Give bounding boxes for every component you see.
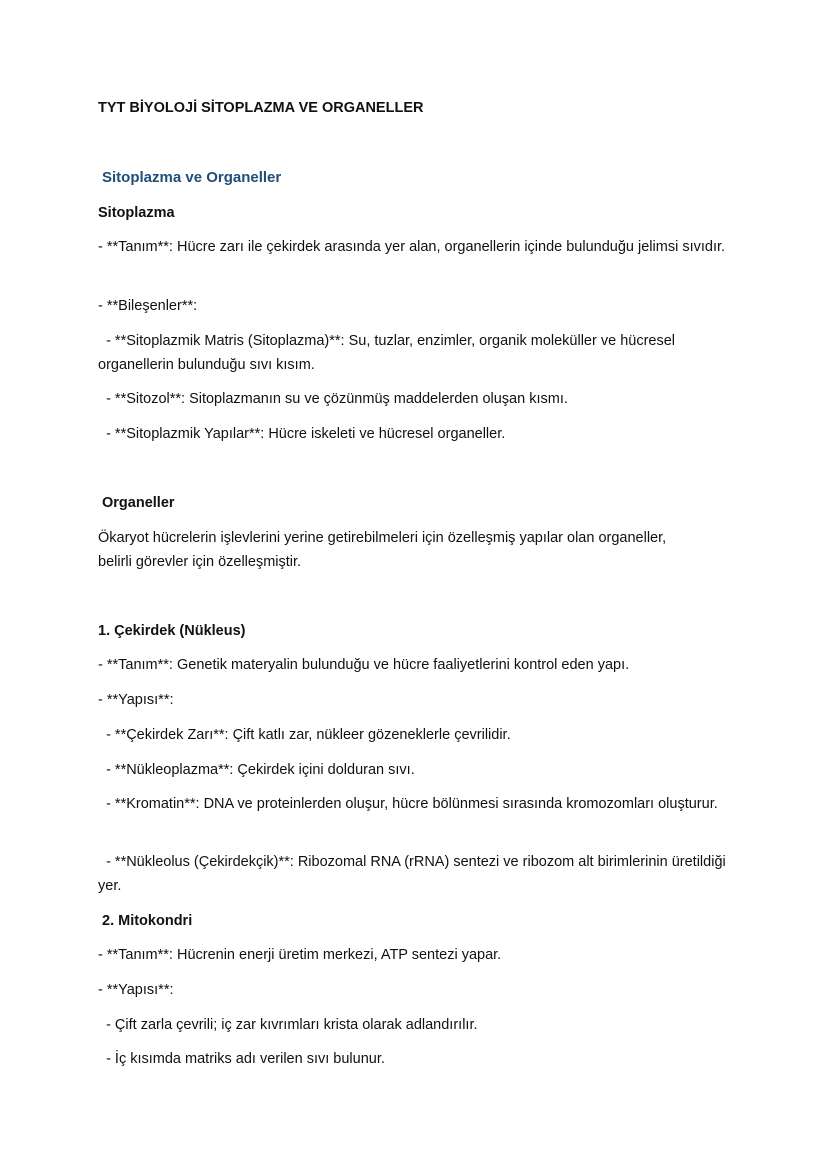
mitokondri-heading: 2. Mitokondri bbox=[102, 913, 193, 929]
mitokondri-zar: - Çift zarla çevrili; iç zar kıvrımları krista olarak adlandırılır. bbox=[98, 1017, 478, 1033]
section-heading: Sitoplazma ve Organeller bbox=[102, 169, 282, 186]
sitoplazma-heading: Sitoplazma bbox=[98, 205, 175, 221]
cekirdek-kromatin: - **Kromatin**: DNA ve proteinlerden oluşur, hücre bölünmesi sırasında kromozomları oluşturur. bbox=[98, 796, 718, 812]
mitokondri-yapisi: - **Yapısı**: bbox=[98, 982, 174, 998]
cekirdek-tanim: - **Tanım**: Genetik materyalin bulunduğu ve hücre faaliyetlerini kontrol eden yapı. bbox=[98, 657, 630, 673]
cekirdek-yapisi: - **Yapısı**: bbox=[98, 692, 174, 708]
sitoplazma-matris: - **Sitoplazmik Matris (Sitoplazma)**: Su, tuzlar, enzimler, organik moleküller ve hücresel organellerin bulunduğu sıvı kısım. bbox=[98, 333, 680, 373]
cekirdek-nukleoplazma: - **Nükleoplazma**: Çekirdek içini dolduran sıvı. bbox=[98, 762, 415, 778]
mitokondri-tanim: - **Tanım**: Hücrenin enerji üretim merkezi, ATP sentezi yapar. bbox=[98, 947, 502, 963]
cekirdek-heading: 1. Çekirdek (Nükleus) bbox=[98, 623, 246, 639]
organeller-heading: Organeller bbox=[102, 495, 175, 511]
sitoplazma-yapilar: - **Sitoplazmik Yapılar**: Hücre iskeleti ve hücresel organeller. bbox=[98, 426, 506, 442]
mitokondri-matriks: - İç kısımda matriks adı verilen sıvı bulunur. bbox=[98, 1051, 385, 1067]
document-title: TYT BİYOLOJİ SİTOPLAZMA VE ORGANELLER bbox=[98, 100, 424, 116]
cekirdek-zar: - **Çekirdek Zarı**: Çift katlı zar, nükleer gözeneklerle çevrilidir. bbox=[98, 727, 511, 743]
cekirdek-nukleolus: - **Nükleolus (Çekirdekçik)**: Ribozomal RNA (rRNA) sentezi ve ribozom alt birimlerinin üretildiği yer. bbox=[98, 854, 730, 894]
sitoplazma-bilesenler: - **Bileşenler**: bbox=[98, 298, 198, 314]
sitoplazma-sitozol: - **Sitozol**: Sitoplazmanın su ve çözünmüş maddelerden oluşan kısmı. bbox=[98, 391, 568, 407]
organeller-intro: Ökaryot hücrelerin işlevlerini yerine getirebilmeleri için özelleşmiş yapılar olan organeller, belirli görevler için özelleşmiştir. bbox=[98, 530, 667, 570]
sitoplazma-tanim: - **Tanım**: Hücre zarı ile çekirdek arasında yer alan, organellerin içinde bulunduğu jelimsi sıvıdır. bbox=[98, 239, 726, 255]
